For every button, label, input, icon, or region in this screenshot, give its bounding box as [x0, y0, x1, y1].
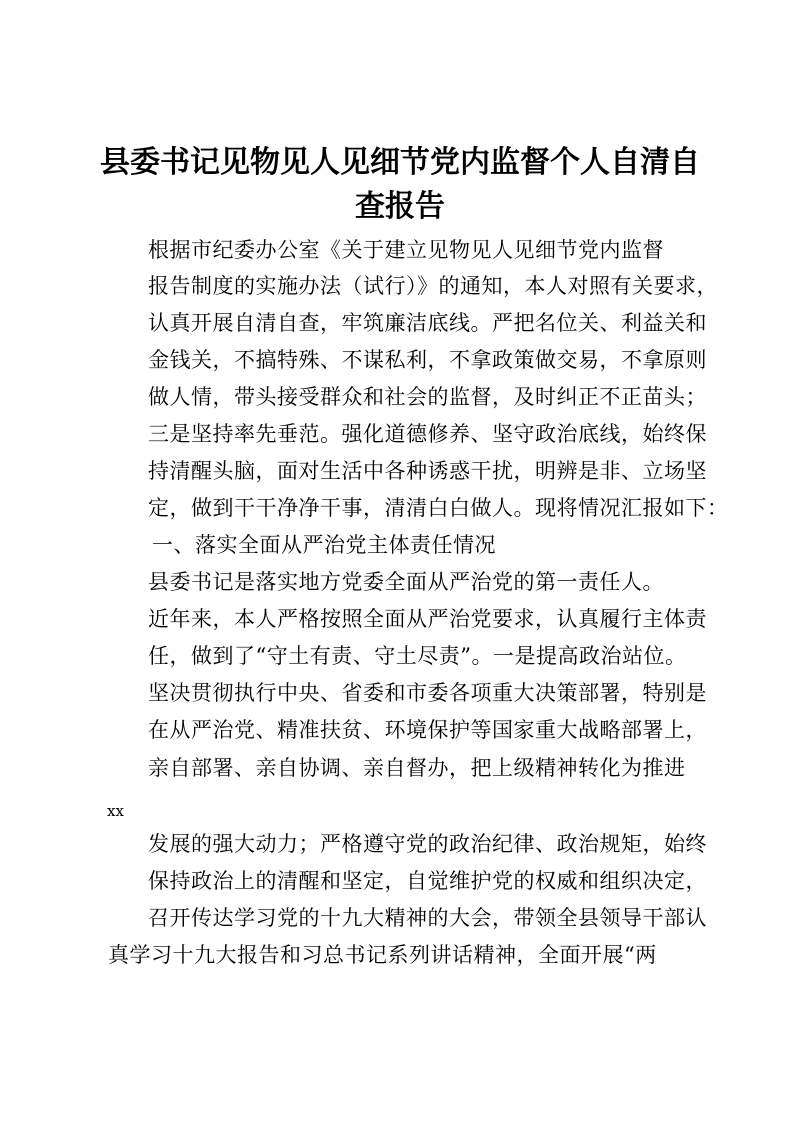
body-line: 定，做到干干净净干事，清清白白做人。现将情况汇报如下： [148, 496, 729, 520]
body-line: 报告制度的实施办法（试行）》的通知，本人对照有关要求， [148, 274, 718, 298]
body-line: 县委书记是落实地方党委全面从严治党的第一责任人。 [148, 570, 664, 594]
body-line: 认真开展自清自查，牢筑廉洁底线。严把名位关、利益关和 [148, 311, 707, 335]
body-line: 三是坚持率先垂范。强化道德修养、坚守政治底线，始终保 [148, 422, 707, 446]
body-line: 根据市纪委办公室《关于建立见物见人见细节党内监督 [148, 238, 664, 262]
body-line: 金钱关，不搞特殊、不谋私利，不拿政策做交易，不拿原则 [148, 348, 707, 372]
body-line: 在从严治党、精准扶贫、环境保护等国家重大战略部署上， [148, 718, 707, 742]
body-line: 持清醒头脑，面对生活中各种诱惑干扰，明辨是非、立场坚 [148, 459, 707, 483]
body-line: 保持政治上的清醒和坚定，自觉维护党的权威和组织决定， [148, 869, 707, 893]
body-line: 坚决贯彻执行中央、省委和市委各项重大决策部署，特别是 [148, 681, 707, 705]
body-line: 发展的强大动力；严格遵守党的政治纪律、政治规矩，始终 [148, 832, 707, 856]
page-marker: xx [107, 802, 124, 820]
body-line: 做人情，带头接受群众和社会的监督，及时纠正不正苗头； [148, 385, 707, 409]
body-line: 亲自部署、亲自协调、亲自督办，把上级精神转化为推进 [148, 756, 686, 780]
body-line: 召开传达学习党的十九大精神的大会，带领全县领导干部认 [148, 906, 707, 930]
body-line: 真学习十九大报告和习总书记系列讲话精神，全面开展“两 [108, 943, 657, 967]
section-heading: 一、落实全面从严治党主体责任情况 [152, 533, 496, 557]
body-line: 任，做到了“守土有责、守土尽责”。一是提高政治站位。 [148, 644, 687, 668]
document-title-line-1: 县委书记见物见人见细节党内监督个人自清自 [100, 145, 700, 180]
body-line: 近年来，本人严格按照全面从严治党要求，认真履行主体责 [148, 607, 707, 631]
document-title-line-2: 查报告 [355, 189, 445, 224]
